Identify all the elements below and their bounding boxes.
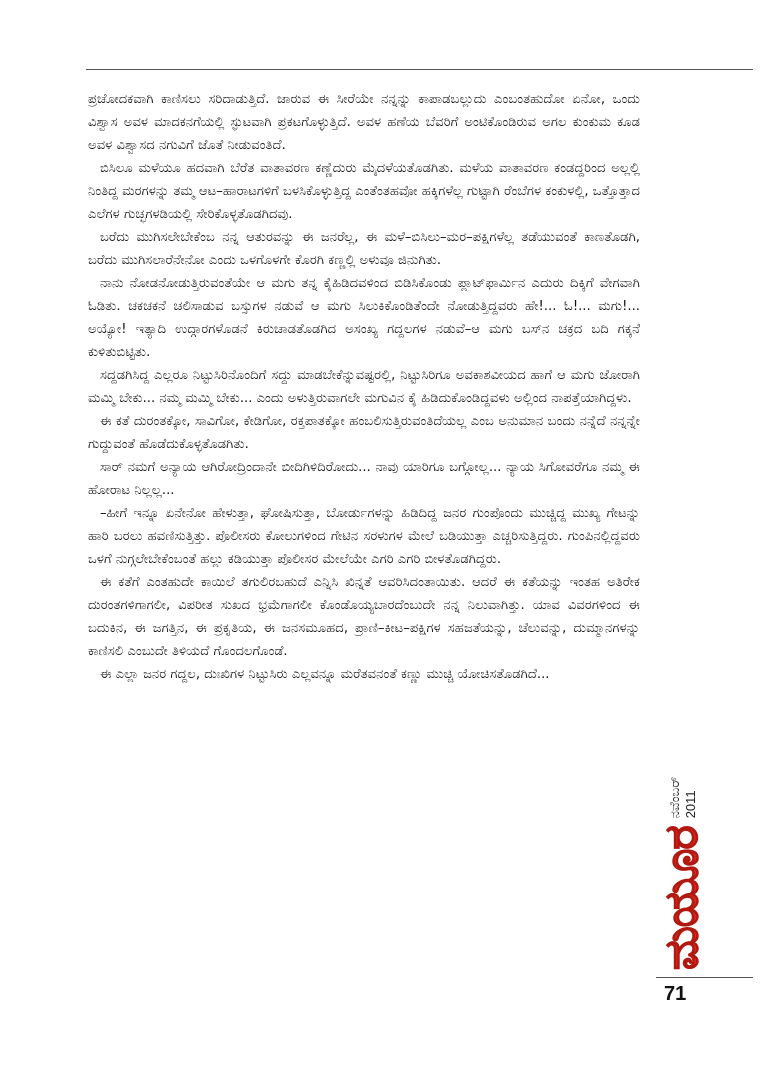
paragraph: –ಹೀಗೆ ಇನ್ನೂ ಏನೇನೋ ಹೇಳುತ್ತಾ, ಘೋಷಿಸುತ್ತಾ, ಬೋರ್ಡುಗಳನ್ನು ಹಿಡಿದಿದ್ದ ಜನರ ಗುಂಪೊಂದು ಮುಚ್ಚಿದ್ದ ಮುಖ್ಯ ಗೇಟನ್ನು ಹಾರಿ ಬರಲು ಹವಣಿಸುತ್ತಿತ್ತು. ಪೊಲೀಸರು ಕೋಲುಗಳಿಂದ ಗೇಟಿನ ಸರಳುಗಳ ಮೇಲೆ ಬಡಿಯುತ್ತಾ ಎಚ್ಚರಿಸುತ್ತಿದ್ದರು. ಗುಂಪಿನಲ್ಲಿದ್ದವರು ಒಳಗೆ ನುಗ್ಗಲೇಬೇಕೆಂಬಂತೆ ಹಲ್ಲು ಕಡಿಯುತ್ತಾ ಪೊಲೀಸರ ಮೇಲೆಯೇ ಎಗರಿ ಎಗರಿ ಬೀಳತೊಡಗಿದ್ದರು. (88, 506, 640, 567)
paragraph: ಸದ್ದಡಗಿಸಿದ್ದ ಎಲ್ಲರೂ ನಿಟ್ಟುಸಿರಿನೊಂದಿಗೆ ಸದ್ದು ಮಾಡಬೇಕೆನ್ನುವಷ್ಟರಲ್ಲಿ, ನಿಟ್ಟುಸಿರಿಗೂ ಅವಕಾಶವೀಯದ ಹಾಗೆ ಆ ಮಗು ಜೋರಾಗಿ ಮಮ್ಮಿ ಬೇಕು... ನಮ್ಮ ಮಮ್ಮಿ ಬೇಕು... ಎಂದು ಅಳುತ್ತಿರುವಾಗಲೇ ಮಗುವಿನ ಕೈ ಹಿಡಿದುಕೊಂಡಿದ್ದವಳು ಅಲ್ಲಿಂದ ನಾಪತ್ತೆಯಾಗಿದ್ದಳು. (88, 368, 640, 406)
issue-date: ನವೆಂಬರ್ 2011 (666, 776, 698, 819)
magazine-sidebar (652, 760, 712, 970)
paragraph: ಬರೆದು ಮುಗಿಸಲೇಬೇಕೆಂಬ ನನ್ನ ಆತುರವನ್ನು ಈ ಜನರೆಲ್ಲ, ಈ ಮಳೆ–ಬಿಸಿಲು–ಮರ–ಪಕ್ಷಿಗಳೆಲ್ಲ ತಡೆಯುವಂತೆ ಕಾಣತೊಡಗಿ, ಬರೆದು ಮುಗಿಸಲಾರೆನೇನೋ ಎಂದು ಒಳಗೊಳಗೇ ಕೊರಗಿ ಕಣ್ಣಲ್ಲಿ ಅಳುವೂ ಜಿನುಗಿತು. (88, 230, 640, 268)
paragraph: ಬಿಸಿಲೂ ಮಳೆಯೂ ಹದವಾಗಿ ಬೆರೆತ ವಾತಾವರಣ ಕಣ್ಣೆದುರು ಮೈದಳೆಯತೊಡಗಿತು. ಮಳೆಯ ವಾತಾವರಣ ಕಂಡದ್ದರಿಂದ ಅಲ್ಲಲ್ಲಿ ನಿಂತಿದ್ದ ಮರಗಳನ್ನು ತಮ್ಮ ಆಟ–ಹಾರಾಟಗಳಿಗೆ ಬಳಸಿಕೊಳ್ಳುತ್ತಿದ್ದ ಎಂತೆಂತಹವೋ ಹಕ್ಕಿಗಳೆಲ್ಲ ಗುಟ್ಟಾಗಿ ರೆಂಬೆಗಳ ಕಂಕುಳಲ್ಲಿ, ಒತ್ತೊತ್ತಾದ ಎಲೆಗಳ ಗುಚ್ಛಗಳಡಿಯಲ್ಲಿ ಸೇರಿಕೊಳ್ಳತೊಡಗಿದವು. (88, 161, 640, 222)
paragraph: ನಾನು ನೋಡನೋಡುತ್ತಿರುವಂತೆಯೇ ಆ ಮಗು ತನ್ನ ಕೈಹಿಡಿದವಳಿಂದ ಬಿಡಿಸಿಕೊಂಡು ಪ್ಲಾಟ್‌ಫಾರ್ಮಿನ ಎದುರು ದಿಕ್ಕಿಗೆ ವೇಗವಾಗಿ ಓಡಿತು. ಚಕಚಕನೆ ಚಲಿಸಾಡುವ ಬಸ್ಸುಗಳ ನಡುವೆ ಆ ಮಗು ಸಿಲುಕಿಕೊಂಡಿತೆಂದೇ ನೋಡುತ್ತಿದ್ದವರು ಹೇ!... ಓ!... ಮಗು!... ಅಯ್ಯೋ! ಇತ್ಯಾದಿ ಉದ್ಗಾರಗಳೊಡನೆ ಕಿರುಚಾಡತೊಡಗಿದ ಅಸಂಖ್ಯ ಗದ್ದಲಗಳ ನಡುವೆ–ಆ ಮಗು ಬಸ್‌ನ ಚಕ್ರದ ಬದಿ ಗಕ್ಕನೆ ಕುಳಿತುಬಿಟ್ಟಿತು. (88, 276, 640, 360)
page-number: 71 (664, 983, 687, 1005)
masthead (652, 760, 712, 970)
paragraph: ಸಾರ್ ನಮಗೆ ಅನ್ಯಾಯ ಆಗಿರೋದ್ರಿಂದಾನೇ ಬೀದಿಗಿಳಿದಿರೋದು... ನಾವು ಯಾರಿಗೂ ಬಗ್ಗೋಲ್ಲ... ನ್ಯಾಯ ಸಿಗೋವರೆಗೂ ನಮ್ಮ ಈ ಹೋರಾಟ ನಿಲ್ಲಲ್ಲ... (88, 460, 640, 498)
paragraph: ಈ ಕತೆ ದುರಂತಕ್ಕೋ, ಸಾವಿಗೋ, ಕೇಡಿಗೋ, ರಕ್ತಪಾತಕ್ಕೋ ಹಂಬಲಿಸುತ್ತಿರುವಂತಿದೆಯಲ್ಲ ಎಂಬ ಅನುಮಾನ ಬಂದು ನನ್ನೆದೆ ನನ್ನನ್ನೇ ಗುದ್ದುವಂತೆ ಹೊಡೆದುಕೊಳ್ಳತೊಡಗಿತು. (88, 414, 640, 452)
top-rule (86, 69, 753, 70)
paragraph: ಈ ಕತೆಗೆ ಎಂತಹುದೇ ಕಾಯಿಲೆ ತಗುಲಿರಬಹುದೆ ಎನ್ನಿಸಿ ಖಿನ್ನತೆ ಆವರಿಸಿದಂತಾಯಿತು. ಆದರೆ ಈ ಕತೆಯನ್ನು ಇಂತಹ ಅತಿರೇಕ ದುರಂತಗಳಿಗಾಗಲೀ, ವಿಪರೀತ ಸುಖದ ಭ್ರಮೆಗಾಗಲೀ ಕೊಂಡೊಯ್ಯಬಾರದೆಂಬುದೇ ನನ್ನ ನಿಲುವಾಗಿತ್ತು. ಯಾವ ವಿವರಗಳಿಂದ ಈ ಬದುಕಿನ, ಈ ಜಗತ್ತಿನ, ಈ ಪ್ರಕೃತಿಯ, ಈ ಜನಸಮೂಹದ, ಪ್ರಾಣಿ–ಕೀಟ–ಪಕ್ಷಿಗಳ ಸಹಜತೆಯನ್ನು, ಚೆಲುವನ್ನು, ದುಮ್ಮಾನಗಳನ್ನು ಕಾಣಿಸಲಿ ಎಂಬುದೇ ತಿಳಿಯದೆ ಗೊಂದಲಗೊಂಡೆ. (88, 575, 640, 659)
paragraph: ಈ ಎಲ್ಲಾ ಜನರ ಗದ್ದಲ, ದುಃಖಿಗಳ ನಿಟ್ಟುಸಿರು ಎಲ್ಲವನ್ನೂ ಮರೆತವನಂತೆ ಕಣ್ಣು ಮುಚ್ಚಿ ಯೋಚಿಸತೊಡಗಿದೆ... (100, 667, 550, 682)
bottom-rule (656, 977, 753, 978)
magazine-logo: ಮಯೂರ (654, 826, 708, 970)
paragraph: ಪ್ರಚೋದಕವಾಗಿ ಕಾಣಿಸಲು ಸರಿದಾಡುತ್ತಿದೆ. ಜಾರುವ ಈ ಸೀರೆಯೇ ನನ್ನನ್ನು ಕಾಪಾಡಬಲ್ಲುದು ಎಂಬಂತಹುದೋ ಏನೋ, ಒಂದು ವಿಶ್ವಾಸ ಅವಳ ಮಾದಕನಗೆಯಲ್ಲಿ ಸ್ಫುಟವಾಗಿ ಪ್ರಕಟಗೊಳ್ಳುತ್ತಿದೆ. ಅವಳ ಹಣೆಯ ಬೆವರಿಗೆ ಅಂಟಿಕೊಂಡಿರುವ ಅಗಲ ಕುಂಕುಮ ಕೂಡ ಅವಳ ವಿಶ್ವಾಸದ ನಗುವಿಗೆ ಜೊತೆ ನೀಡುವಂತಿದೆ. (88, 92, 640, 153)
article-body (88, 88, 640, 686)
